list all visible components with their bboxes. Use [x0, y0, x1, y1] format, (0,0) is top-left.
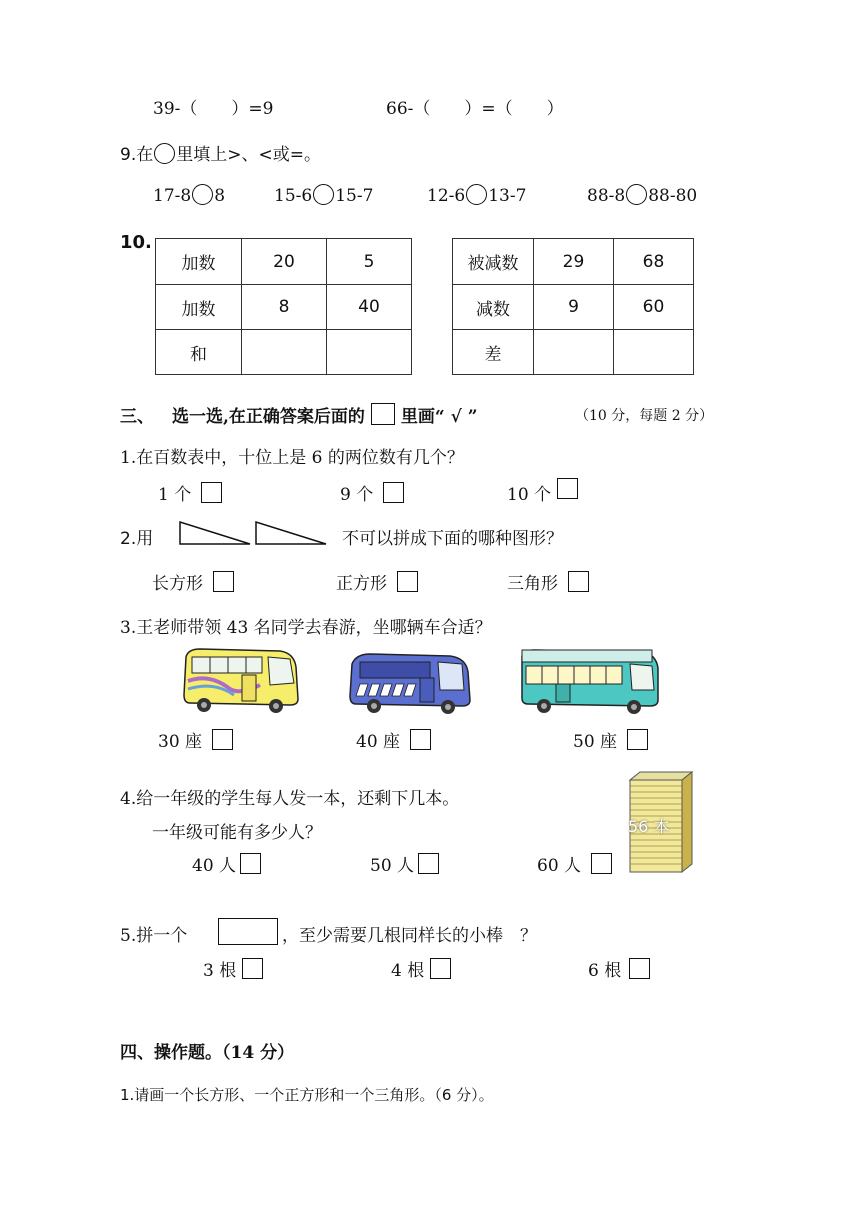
circle-icon [154, 143, 175, 164]
s3q4-line1: 4.给一年级的学生每人发一本，还剩下几本。 [120, 789, 460, 809]
yellow-bus-icon [180, 645, 302, 715]
section4-heading: 四、操作题。（14 分） [120, 1043, 295, 1063]
answer-checkbox[interactable] [397, 571, 418, 592]
table-cell: 5 [327, 239, 412, 285]
s3q5-option-3: 6 根 [588, 956, 650, 981]
addition-table [155, 238, 412, 375]
equation-66: 66-（ ）=（ ） [386, 99, 564, 119]
answer-checkbox[interactable] [410, 729, 431, 750]
book-count-label: 56 本 [628, 817, 670, 836]
q9-item-3: 12-6 13-7 [427, 186, 527, 206]
s3q4-line2: 一年级可能有多少人？ [152, 823, 322, 843]
q9-title: 9.在 里填上>、<或=。 [120, 145, 321, 165]
s4q1-text: 1.请画一个长方形、一个正方形和一个三角形。（6 分）。 [120, 1086, 494, 1104]
compare-circle[interactable] [626, 184, 647, 205]
s3q1-option-2: 9 个 [340, 480, 404, 505]
table-cell: 加数 [156, 285, 242, 330]
section3-score: （10 分，每题 2 分） [575, 408, 714, 424]
subtraction-table [452, 238, 694, 375]
table-cell: 40 [327, 285, 412, 330]
answer-checkbox[interactable] [213, 571, 234, 592]
s3q4-option-1: 40 人 [192, 851, 261, 876]
table-cell: 和 [156, 330, 242, 375]
checkbox-icon [371, 403, 395, 425]
s3q2-option-1: 长方形 [152, 569, 234, 594]
table-cell: 68 [614, 239, 694, 285]
s3q5-option-1: 3 根 [203, 956, 263, 981]
answer-checkbox[interactable] [568, 571, 589, 592]
s3q2-option-2: 正方形 [336, 569, 418, 594]
answer-checkbox[interactable] [557, 478, 578, 499]
answer-checkbox[interactable] [418, 853, 439, 874]
answer-checkbox[interactable] [629, 958, 650, 979]
answer-checkbox[interactable] [627, 729, 648, 750]
answer-checkbox[interactable] [591, 853, 612, 874]
s3q3-option-2: 40 座 [356, 727, 431, 752]
q9-item-4: 88-8 88-80 [587, 186, 698, 206]
q9-item-1: 17-8 8 [153, 186, 226, 206]
s3q4-option-2: 50 人 [370, 851, 439, 876]
equation-39: 39-（ ）=9 [153, 99, 274, 119]
answer-checkbox[interactable] [430, 958, 451, 979]
compare-circle[interactable] [466, 184, 487, 205]
s3q2-prefix: 2.用 [120, 529, 154, 549]
answer-checkbox[interactable] [201, 482, 222, 503]
s3q3-option-1: 30 座 [158, 727, 233, 752]
s3q4-option-3: 60 人 [537, 851, 612, 876]
answer-cell[interactable] [614, 330, 694, 375]
s3q1-option-3: 10 个 [507, 478, 578, 505]
s3q2-suffix: 不可以拼成下面的哪种图形？ [342, 529, 563, 549]
s3q1-option-1: 1 个 [158, 480, 222, 505]
s3q3-text: 3.王老师带领 43 名同学去春游，坐哪辆车合适？ [120, 618, 492, 638]
answer-checkbox[interactable] [242, 958, 263, 979]
answer-checkbox[interactable] [212, 729, 233, 750]
table-cell: 9 [534, 285, 614, 330]
answer-checkbox[interactable] [240, 853, 261, 874]
green-bus-icon [518, 646, 662, 714]
book-stack [626, 770, 696, 874]
answer-checkbox[interactable] [383, 482, 404, 503]
table-cell: 差 [453, 330, 534, 375]
table-cell: 被减数 [453, 239, 534, 285]
blue-bus-icon [346, 650, 474, 716]
compare-circle[interactable] [192, 184, 213, 205]
s3q5-prefix: 5.拼一个 [120, 926, 188, 946]
table-cell: 减数 [453, 285, 534, 330]
s3q5-suffix: ，至少需要几根同样长的小棒 ？ [282, 926, 537, 946]
s3q1-text: 1.在百数表中，十位上是 6 的两位数有几个？ [120, 448, 464, 468]
table-cell: 60 [614, 285, 694, 330]
table-cell: 29 [534, 239, 614, 285]
q9-item-2: 15-6 15-7 [274, 186, 374, 206]
table-cell: 加数 [156, 239, 242, 285]
answer-cell[interactable] [534, 330, 614, 375]
triangle-pieces-icon [178, 520, 330, 548]
q10-label: 10. [120, 232, 152, 253]
table-cell: 20 [242, 239, 327, 285]
compare-circle[interactable] [313, 184, 334, 205]
answer-cell[interactable] [242, 330, 327, 375]
rectangle-shape-icon [218, 918, 278, 945]
s3q3-option-3: 50 座 [573, 727, 648, 752]
s3q2-option-3: 三角形 [507, 569, 589, 594]
s3q5-option-2: 4 根 [391, 956, 451, 981]
table-cell: 8 [242, 285, 327, 330]
answer-cell[interactable] [327, 330, 412, 375]
section3-heading: 三、 选一选,在正确答案后面的 里画“ √ ” [120, 402, 478, 427]
